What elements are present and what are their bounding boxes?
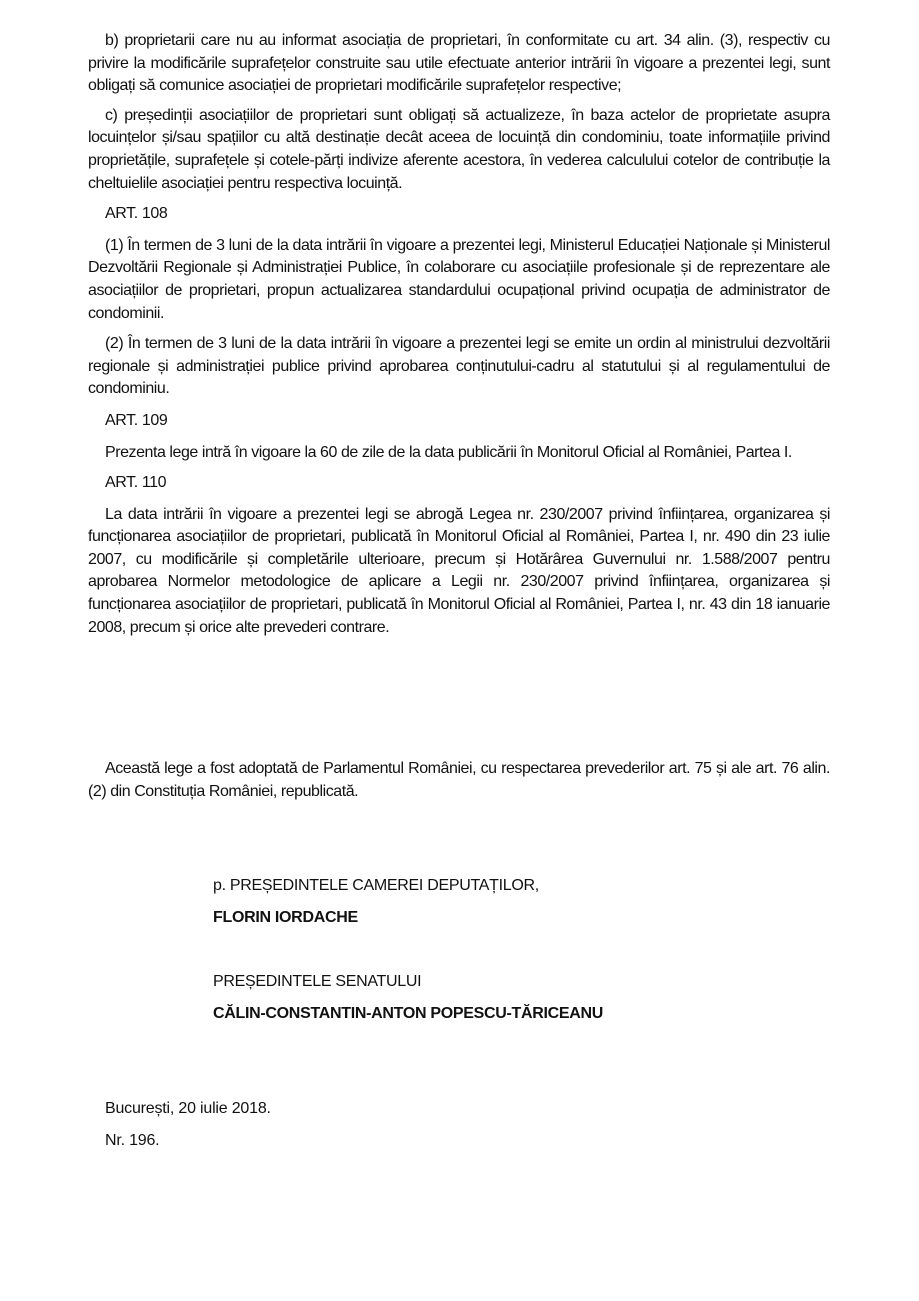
place-date: București, 20 iulie 2018. (105, 1100, 271, 1117)
article-108-para-2: (2) În termen de 3 luni de la data intrării în vigoare a prezentei legi se emite un ordin al ministrului dezvoltării regionale și administrației publice privind aprobarea conținutului-cadru al statutului și al regulamentului de condominiu. (88, 335, 830, 398)
law-number: Nr. 196. (105, 1132, 160, 1149)
article-108-heading: ART. 108 (105, 205, 168, 223)
article-110-heading: ART. 110 (105, 474, 167, 492)
article-108-para-1: (1) În termen de 3 luni de la data intrării în vigoare a prezentei legi, Ministerul Educației Naționale și Ministerul Dezvoltării Regionale și Administrației Publice, în colaborare cu asociațiile profesionale și de reprezentare ale asociațiilor de proprietari, propun actualizarea standardului ocupațional privind ocupația de administrator de condominii. (88, 236, 830, 322)
signature-title-senate: PREȘEDINTELE SENATULUI (213, 973, 422, 990)
document-body (88, 30, 830, 639)
article-110-para-1: La data intrării în vigoare a prezentei legi se abrogă Legea nr. 230/2007 privind înființarea, organizarea și funcționarea asociațiilor de proprietari, publicată în Monitorul Oficial al României, Partea I, nr. 490 din 23 iulie 2007, cu modificările și completările ulterioare, precum și Hotărârea Guvernului nr. 1.588/2007 pentru aprobarea Normelor metodologice de aplicare a Legii nr. 230/2007 privind înființarea, organizarea și funcționarea asociațiilor de proprietari, publicată în Monitorul Oficial al României, Partea I, nr. 43 din 18 ianuarie 2008, precum și orice alte prevederi contrare. (88, 505, 830, 636)
signature-title-deputies: p. PREȘEDINTELE CAMEREI DEPUTAȚILOR, (213, 877, 539, 894)
article-109-para-1: Prezenta lege intră în vigoare la 60 de zile de la data publicării în Monitorul Oficial al României, Partea I. (105, 443, 792, 461)
signature-name-deputies: FLORIN IORDACHE (213, 909, 358, 926)
paragraph-c: c) președinții asociațiilor de proprietari sunt obligați să actualizeze, în baza actelor de proprietate asupra locuințelor și/sau spațiilor cu altă destinație decât aceea de locuință din condominiu, toate informațiile privind proprietățile, suprafețele și cotele-părți indivize aferente acestora, în vederea calculului cotelor de contribuție la cheltuielile asociației pentru respectiva locuință. (88, 106, 830, 192)
signature-name-senate: CĂLIN-CONSTANTIN-ANTON POPESCU-TĂRICEANU (213, 1005, 604, 1022)
paragraph-b: b) proprietarii care nu au informat asociația de proprietari, în conformitate cu art. 34 alin. (3), respectiv cu privire la modificările suprafețelor construite sau utile efectuate anterior intrării în vigoare a prezentei legi, sunt obligați să comunice asociației de proprietari modificările suprafețelor respective; (88, 32, 830, 95)
article-109-heading: ART. 109 (105, 411, 168, 429)
adoption-statement: Această lege a fost adoptată de Parlamentul României, cu respectarea prevederilor art. 75 și ale art. 76 alin. (2) din Constituția României, republicată. (88, 760, 830, 800)
